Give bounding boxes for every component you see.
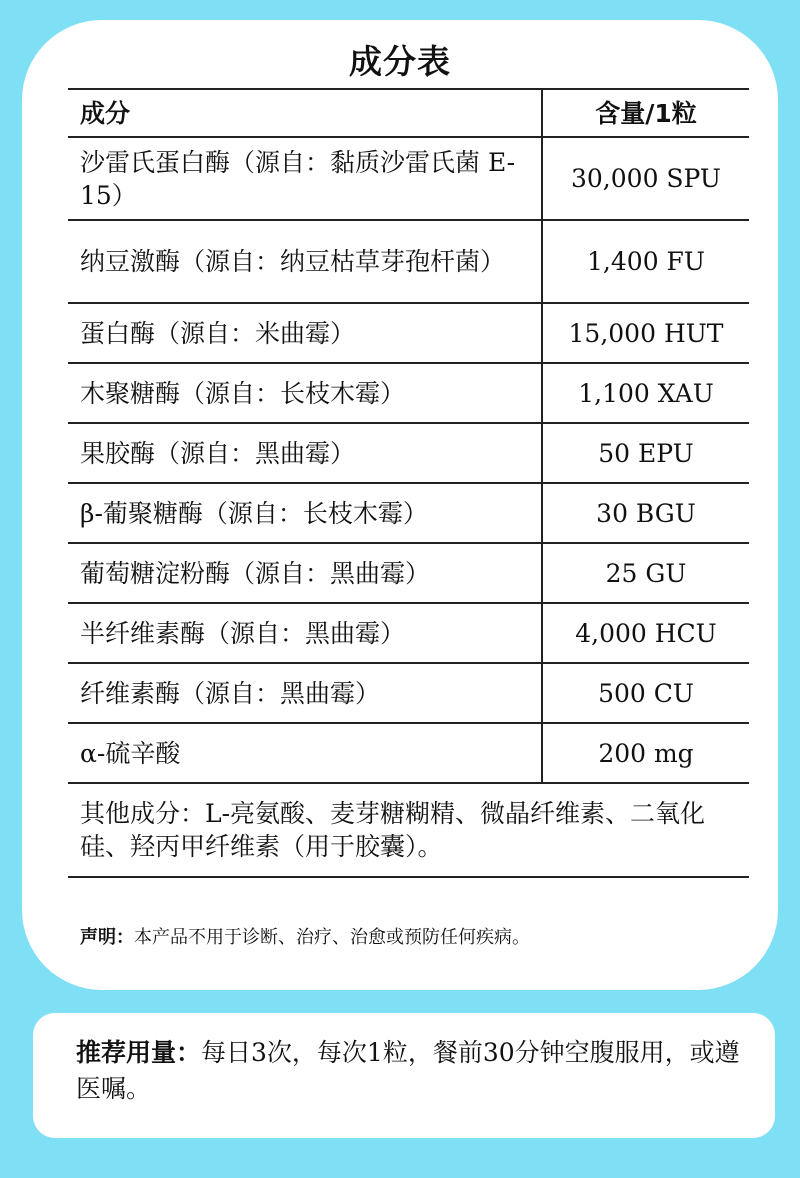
ingredient-name: 纳豆激酶（源自：纳豆枯草芽孢杆菌） bbox=[68, 220, 542, 303]
ingredient-amount: 500 CU bbox=[542, 663, 749, 723]
ingredient-amount: 1,100 XAU bbox=[542, 363, 749, 423]
ingredient-name: 半纤维素酶（源自：黑曲霉） bbox=[68, 603, 542, 663]
ingredient-amount: 50 EPU bbox=[542, 423, 749, 483]
table-row bbox=[68, 303, 749, 363]
ingredient-name: 蛋白酶（源自：米曲霉） bbox=[68, 303, 542, 363]
ingredients-table bbox=[68, 88, 749, 878]
table-row bbox=[68, 543, 749, 603]
table-row bbox=[68, 423, 749, 483]
ingredient-name: 纤维素酶（源自：黑曲霉） bbox=[68, 663, 542, 723]
disclaimer-text: 本产品不用于诊断、治疗、治愈或预防任何疾病。 bbox=[134, 927, 530, 948]
header-ingredient: 成分 bbox=[68, 89, 542, 137]
table-row bbox=[68, 603, 749, 663]
table-row bbox=[68, 363, 749, 423]
ingredient-amount: 30,000 SPU bbox=[542, 137, 749, 220]
ingredient-name: 沙雷氏蛋白酶（源自：黏质沙雷氏菌 E-15） bbox=[68, 137, 542, 220]
dosage-label: 推荐用量： bbox=[76, 1038, 202, 1067]
table-row bbox=[68, 723, 749, 783]
ingredient-amount: 15,000 HUT bbox=[542, 303, 749, 363]
disclaimer bbox=[80, 926, 760, 950]
page-title: 成分表 bbox=[349, 42, 451, 81]
header-amount: 含量/1粒 bbox=[542, 89, 749, 137]
ingredient-amount: 1,400 FU bbox=[542, 220, 749, 303]
table-row bbox=[68, 663, 749, 723]
ingredient-amount: 4,000 HCU bbox=[542, 603, 749, 663]
table-header-row bbox=[68, 89, 749, 137]
table-row bbox=[68, 220, 749, 303]
ingredient-name: 木聚糖酶（源自：长枝木霉） bbox=[68, 363, 542, 423]
dosage-instructions bbox=[76, 1035, 761, 1107]
dosage-text: 每日3次，每次1粒，餐前30分钟空腹服用，或遵医嘱。 bbox=[76, 1038, 740, 1103]
dosage-card bbox=[33, 1013, 775, 1138]
table-row bbox=[68, 137, 749, 220]
ingredient-name: 葡萄糖淀粉酶（源自：黑曲霉） bbox=[68, 543, 542, 603]
ingredient-name: 果胶酶（源自：黑曲霉） bbox=[68, 423, 542, 483]
other-ingredients-row bbox=[68, 783, 749, 877]
ingredient-name: α-硫辛酸 bbox=[68, 723, 542, 783]
ingredient-amount: 30 BGU bbox=[542, 483, 749, 543]
ingredient-amount: 25 GU bbox=[542, 543, 749, 603]
table-row bbox=[68, 483, 749, 543]
ingredient-amount: 200 mg bbox=[542, 723, 749, 783]
disclaimer-label: 声明： bbox=[80, 927, 134, 948]
ingredient-name: β-葡聚糖酶（源自：长枝木霉） bbox=[68, 483, 542, 543]
other-ingredients: 其他成分：L-亮氨酸、麦芽糖糊精、微晶纤维素、二氧化硅、羟丙甲纤维素（用于胶囊）。 bbox=[68, 783, 749, 877]
